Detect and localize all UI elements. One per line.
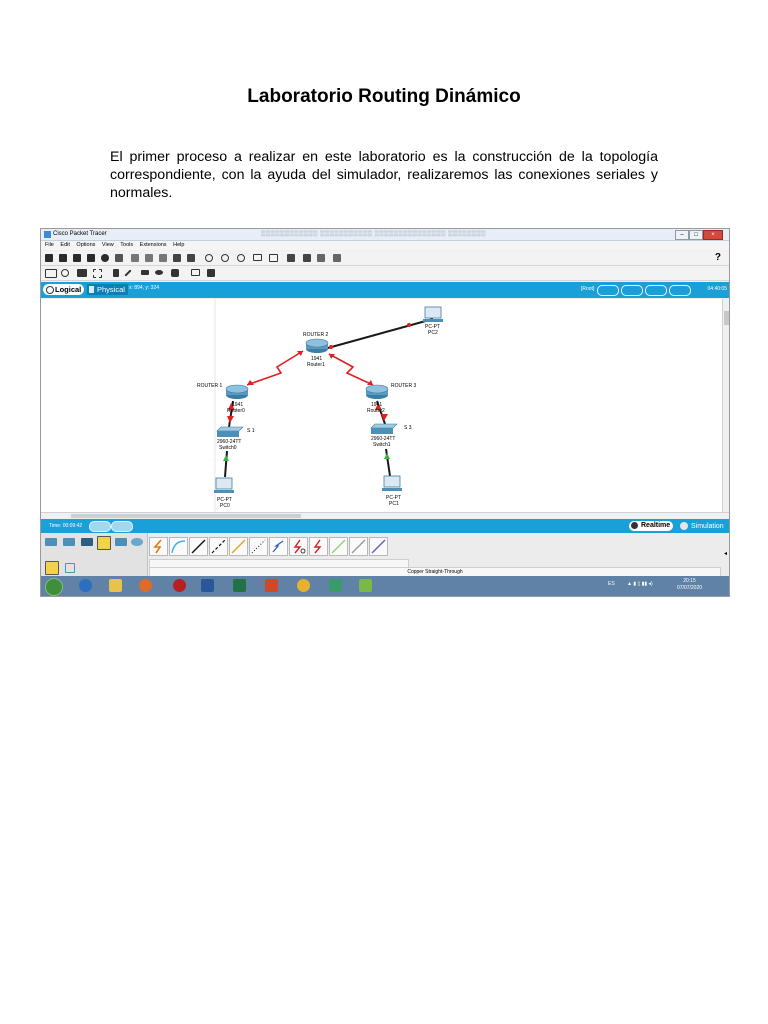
- document-icon[interactable]: [287, 254, 295, 262]
- image-icon[interactable]: [317, 254, 325, 262]
- media-player-icon[interactable]: [139, 579, 152, 592]
- menu-tools[interactable]: Tools: [120, 242, 134, 248]
- custom-devices-icon[interactable]: [269, 254, 278, 262]
- physical-tab[interactable]: Physical: [87, 284, 128, 295]
- router3-tag: ROUTER 3: [391, 383, 417, 389]
- note-icon[interactable]: [113, 269, 119, 277]
- zoom-out-icon[interactable]: [237, 254, 245, 262]
- line-icon[interactable]: [124, 269, 131, 276]
- copper-cross-over[interactable]: [209, 537, 228, 556]
- serial-dce-cable[interactable]: [289, 537, 308, 556]
- pc2-model: PC-PT: [425, 324, 440, 330]
- redo-icon[interactable]: [187, 254, 195, 262]
- coaxial-cable[interactable]: [269, 537, 288, 556]
- router-icon[interactable]: [366, 385, 388, 399]
- resize-icon[interactable]: [93, 269, 102, 278]
- taskbar-date: 07/07/2020: [677, 585, 703, 591]
- taskbar-time: 20:15: [683, 578, 696, 584]
- octal-cable[interactable]: [329, 537, 348, 556]
- miscellaneous-icon[interactable]: [115, 538, 127, 546]
- window-titlebar: [41, 229, 729, 241]
- panel-collapse-icon[interactable]: ◂: [723, 551, 727, 557]
- new-file-icon[interactable]: [45, 254, 53, 262]
- rectangle-icon[interactable]: [141, 270, 149, 275]
- link-up-indicator: [384, 453, 390, 459]
- link-switch1-pc0[interactable]: [225, 451, 227, 477]
- link-port-indicator: [329, 345, 333, 349]
- connections-category-icon[interactable]: [45, 561, 59, 575]
- workspace-horizontal-scrollbar[interactable]: [41, 512, 729, 519]
- menu-edit[interactable]: Edit: [60, 242, 70, 248]
- realtime-mode-button[interactable]: Realtime: [629, 521, 673, 531]
- document-paragraph: El primer proceso a realizar en este laboratorio es la construcción de la topología correspondiente, con la ayuda del simulador, realizaremos las conexiones seriales y normales.: [110, 149, 658, 201]
- root-label[interactable]: [Root]: [581, 286, 595, 292]
- connections-icon[interactable]: [97, 536, 111, 550]
- router1-model: 1941: [232, 402, 244, 408]
- maximize-button[interactable]: □: [689, 230, 703, 240]
- serial-dte-cable[interactable]: [309, 537, 328, 556]
- help-icon[interactable]: ?: [714, 252, 721, 263]
- main-toolbar: [41, 251, 729, 266]
- time-bar: [41, 519, 729, 533]
- minimize-button[interactable]: –: [675, 230, 689, 240]
- viewport-button[interactable]: [669, 285, 691, 296]
- menu-view[interactable]: View: [101, 242, 114, 248]
- set-tiled-background-button[interactable]: [645, 285, 667, 296]
- menu-extensions[interactable]: Extensions: [139, 242, 167, 248]
- internet-explorer-icon[interactable]: [79, 579, 92, 592]
- edit-toolbar: [41, 266, 729, 281]
- cluster-icon[interactable]: [303, 254, 311, 262]
- router1-name: Router0: [227, 408, 245, 414]
- wizard-icon[interactable]: [115, 254, 123, 262]
- cursor-coordinates: x: 894, y: 324: [129, 285, 160, 291]
- drawing-palette-icon[interactable]: [253, 254, 262, 261]
- close-button[interactable]: ×: [703, 230, 723, 240]
- switch3-tag: S 3: [404, 425, 412, 431]
- usb-cable[interactable]: [369, 537, 388, 556]
- workspace-vertical-scrollbar[interactable]: [722, 299, 730, 512]
- logical-tab[interactable]: Logical: [43, 284, 84, 295]
- link-switch3-pc1[interactable]: [386, 449, 390, 476]
- window-title-path: ▒▒▒▒▒▒▒▒▒▒▒▒ ▒▒▒▒▒▒▒▒▒▒▒ ▒▒▒▒▒▒▒▒▒▒▒▒▒▒▒ ▒▒▒▒▒▒▒▒: [261, 231, 487, 237]
- pc1-model: PC-PT: [386, 495, 401, 501]
- router2-model: 1941: [311, 356, 323, 362]
- document-title: Laboratorio Routing Dinámico: [247, 86, 521, 107]
- ellipse-icon[interactable]: [155, 270, 163, 275]
- serial-link-router2-router3[interactable]: [329, 354, 373, 385]
- simulation-time: Time: 00:09:42: [49, 523, 83, 529]
- inspect-icon[interactable]: [61, 269, 69, 277]
- selected-connection-label: Copper Straight-Through: [149, 567, 721, 578]
- app-icon-flag[interactable]: [359, 579, 372, 592]
- language-indicator[interactable]: ES: [608, 581, 615, 587]
- link-port-indicator: [407, 323, 411, 327]
- switch-icon[interactable]: [217, 427, 243, 437]
- router2-tag: ROUTER 2: [303, 332, 329, 338]
- new-cluster-button[interactable]: [597, 285, 619, 296]
- word-icon[interactable]: [201, 579, 214, 592]
- switch3-name: Switch1: [373, 442, 391, 448]
- logical-workspace[interactable]: [41, 299, 722, 512]
- windows-taskbar: [41, 576, 729, 596]
- menu-options[interactable]: Options: [76, 242, 96, 248]
- device-categories: [41, 533, 148, 578]
- start-button-icon[interactable]: [45, 578, 63, 596]
- pc0-name: PC0: [220, 503, 230, 509]
- copper-straight-through[interactable]: [189, 537, 208, 556]
- link-port-indicator: [227, 416, 234, 423]
- app-icon-red[interactable]: [173, 579, 186, 592]
- router3-model: 1941: [371, 402, 383, 408]
- switch1-model: 2960-24TT: [217, 439, 242, 445]
- network-info-icon[interactable]: [131, 254, 139, 262]
- taskbar-clock[interactable]: [677, 578, 702, 592]
- select-icon[interactable]: [45, 269, 57, 278]
- scrollbar-thumb[interactable]: [71, 514, 301, 518]
- switch1-name: Switch0: [219, 445, 237, 451]
- move-object-button[interactable]: [621, 285, 643, 296]
- power-cycle-devices-button[interactable]: [89, 521, 111, 532]
- packet-tracer-taskbar-icon[interactable]: [329, 579, 342, 592]
- save-icon[interactable]: [73, 254, 81, 262]
- tray-icons[interactable]: ▲ ▮ ▯ ▮▮ ◂): [627, 581, 653, 587]
- fiber-cable[interactable]: [229, 537, 248, 556]
- pc-icon[interactable]: [214, 478, 234, 493]
- phone-cable[interactable]: [249, 537, 268, 556]
- switch1-tag: S 1: [247, 428, 255, 434]
- switch3-model: 2960-24TT: [371, 436, 396, 442]
- components-icon[interactable]: [81, 538, 93, 546]
- router1-tag: ROUTER 1: [197, 383, 223, 389]
- app-icon: [44, 231, 51, 238]
- open-folder-icon[interactable]: [59, 254, 67, 262]
- serial-link-router2-router1[interactable]: [247, 351, 303, 385]
- menu-file[interactable]: File: [45, 242, 54, 248]
- grid-icon[interactable]: [65, 563, 75, 573]
- workspace-clock: 04:40:05: [707, 286, 727, 292]
- pc2-name: PC2: [428, 330, 438, 336]
- router3-name: Router2: [367, 408, 385, 414]
- multiuser-icon[interactable]: [131, 538, 143, 546]
- pc-icon[interactable]: [382, 476, 402, 491]
- pc-icon[interactable]: [423, 307, 443, 322]
- powerpoint-icon[interactable]: [265, 579, 278, 592]
- undo-icon[interactable]: [173, 254, 181, 262]
- fast-forward-time-button[interactable]: [111, 521, 133, 532]
- workspace-bar: [41, 282, 729, 298]
- menu-bar: [41, 241, 729, 250]
- router-icon[interactable]: [226, 385, 248, 399]
- packet-tracer-screenshot: [40, 228, 730, 597]
- chrome-icon[interactable]: [297, 579, 310, 592]
- window-title: Cisco Packet Tracer: [53, 231, 107, 237]
- device-panel: [41, 533, 729, 578]
- console-cable[interactable]: [169, 537, 188, 556]
- auto-connection[interactable]: [149, 537, 168, 556]
- paste-icon[interactable]: [159, 254, 167, 262]
- router-icon[interactable]: [306, 339, 328, 353]
- zoom-reset-icon[interactable]: [221, 254, 229, 262]
- switch-icon[interactable]: [371, 424, 397, 434]
- scrollbar-thumb[interactable]: [724, 311, 729, 325]
- file-explorer-icon[interactable]: [109, 579, 122, 592]
- router2-name: Router1: [307, 362, 325, 368]
- screenshot-icon[interactable]: [333, 254, 341, 262]
- info-icon[interactable]: [101, 254, 109, 262]
- complex-pdu-icon[interactable]: [207, 269, 215, 277]
- iot-custom-cable[interactable]: [349, 537, 368, 556]
- network-devices-icon[interactable]: [45, 538, 57, 546]
- delete-icon[interactable]: [77, 269, 87, 277]
- freeform-icon[interactable]: [171, 269, 179, 277]
- simulation-mode-button[interactable]: Simulation: [679, 522, 724, 531]
- end-devices-icon[interactable]: [63, 538, 75, 546]
- menu-help[interactable]: Help: [173, 242, 185, 248]
- simple-pdu-icon[interactable]: [191, 269, 200, 276]
- zoom-in-icon[interactable]: [205, 254, 213, 262]
- link-up-indicator: [223, 455, 229, 461]
- print-icon[interactable]: [87, 254, 95, 262]
- pc1-name: PC1: [389, 501, 399, 507]
- excel-icon[interactable]: [233, 579, 246, 592]
- link-router2-pc2[interactable]: [317, 319, 433, 351]
- pc0-model: PC-PT: [217, 497, 232, 503]
- copy-icon[interactable]: [145, 254, 153, 262]
